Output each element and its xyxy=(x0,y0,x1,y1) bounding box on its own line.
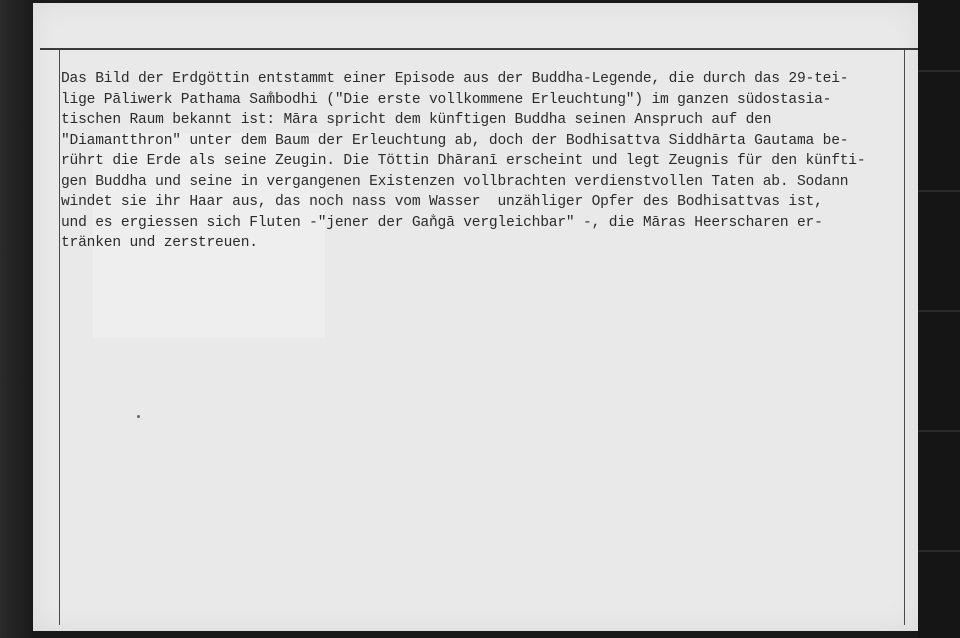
card-body-text xyxy=(61,69,901,254)
paper-speck xyxy=(137,415,140,418)
card-right-margin-rule xyxy=(904,50,905,625)
text-line: "Diamantthron" unter dem Baum der Erleuchtung ab, doch der Bodhisattva Siddhārta Gautama be- xyxy=(61,132,849,149)
text-line: windet sie ihr Haar aus, das noch nass vom Wasser unzähliger Opfer des Bodhisattvas ist, xyxy=(61,194,823,210)
text-line: gen Buddha und seine in vergangenen Existenzen vollbrachten verdienstvollen Taten ab. Sodann xyxy=(61,173,849,190)
text-line: Das Bild der Erdgöttin entstammt einer Episode aus der Buddha-Legende, die durch das 29-tei- xyxy=(61,71,849,87)
text-line: lige Pāliwerk Pathama Sam̐bodhi ("Die erste vollkommene Erleuchtung") im ganzen südostasia- xyxy=(61,91,832,108)
card-header-rule xyxy=(40,48,918,50)
index-card xyxy=(33,3,918,631)
scan-right-edge xyxy=(918,0,960,638)
text-line: tischen Raum bekannt ist: Māra spricht dem künftigen Buddha seinen Anspruch auf den xyxy=(61,112,772,128)
scan-left-edge xyxy=(0,0,32,638)
text-line: und es ergiessen sich Fluten -"jener der Gan̐gā vergleichbar" -, die Māras Heerscharen er- xyxy=(61,214,823,231)
card-left-margin-rule xyxy=(59,50,60,625)
text-line: tränken und zerstreuen. xyxy=(61,235,258,251)
text-line: rührt die Erde als seine Zeugin. Die Töttin Dhāranī erscheint und legt Zeugnis für den künfti- xyxy=(61,153,866,169)
